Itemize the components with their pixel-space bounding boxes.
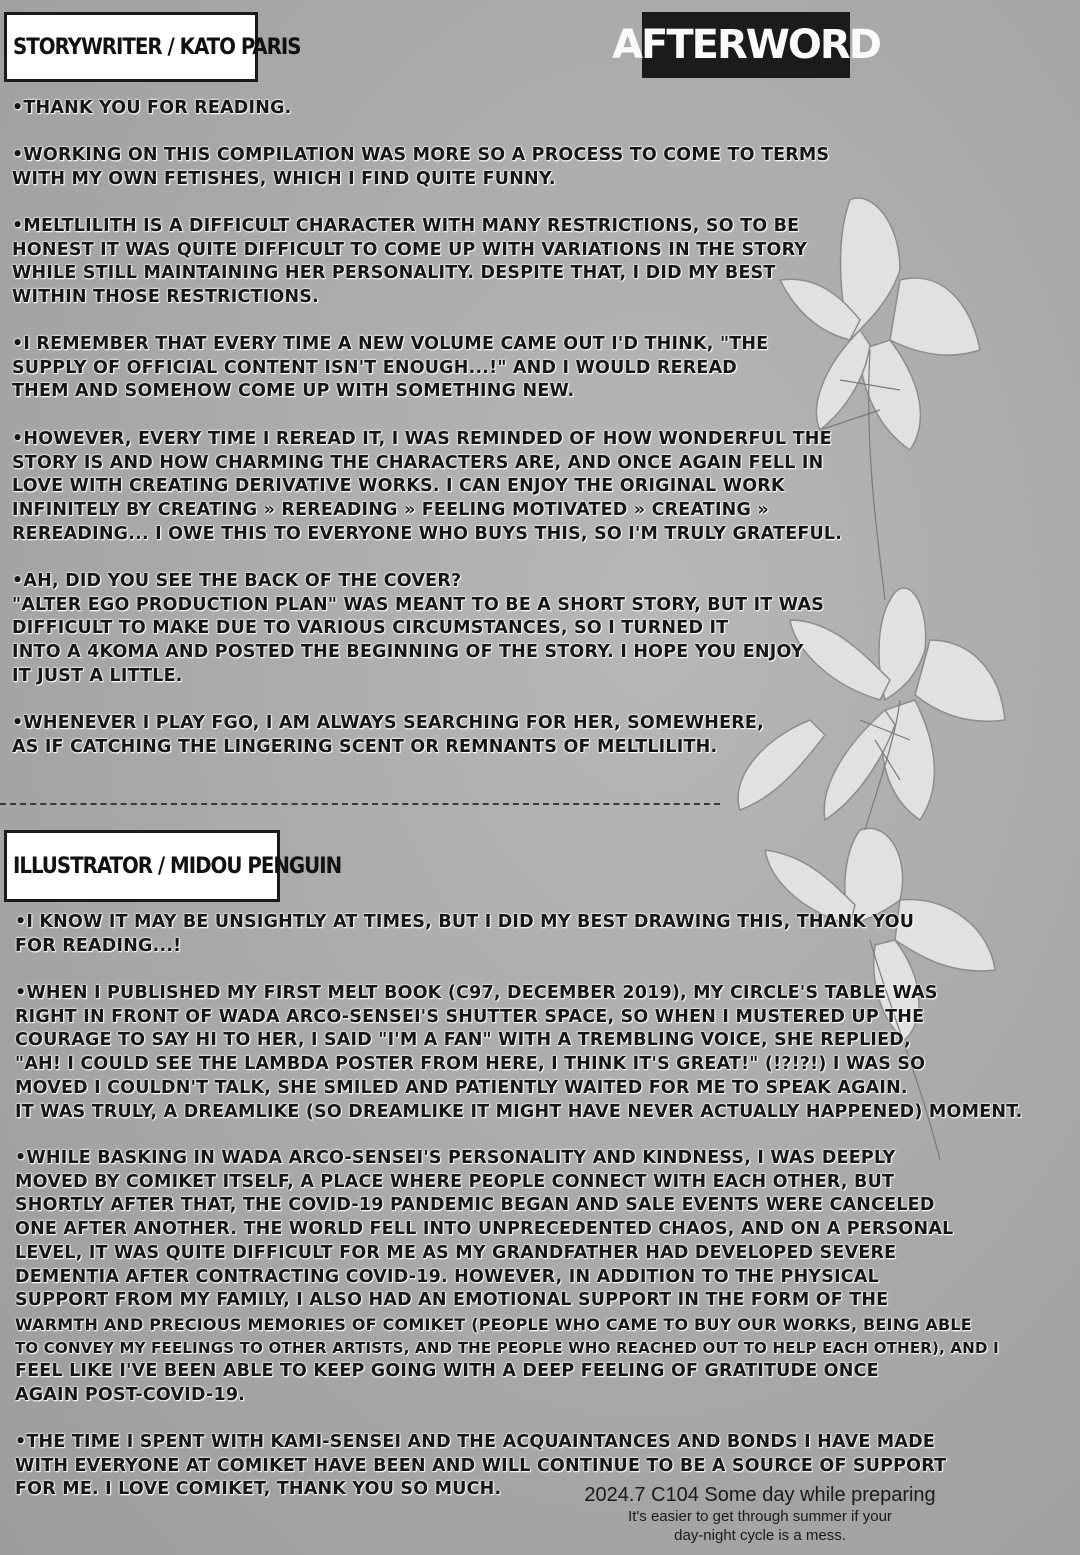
text-line: TO CONVEY MY FEELINGS TO OTHER ARTISTS, AND THE PEOPLE WHO REACHED OUT TO HELP EACH OTHER), AND I: [15, 1338, 999, 1357]
text-line: MOVED BY COMIKET ITSELF, A PLACE WHERE PEOPLE CONNECT WITH EACH OTHER, BUT: [15, 1171, 895, 1192]
text-line: •THE TIME I SPENT WITH KAMI-SENSEI AND THE ACQUAINTANCES AND BONDS I HAVE MADE: [15, 1432, 936, 1452]
illustrator-label: [4, 830, 342, 902]
text-line: •WHEN I PUBLISHED MY FIRST MELT BOOK (C97, DECEMBER 2019), MY CIRCLE'S TABLE WAS: [15, 983, 938, 1003]
text-line: •AH, DID YOU SEE THE BACK OF THE COVER?: [12, 571, 462, 591]
storywriter-paragraph-1: [12, 97, 292, 121]
illustrator-paragraph-3: [15, 1147, 999, 1408]
text-line: INFINITELY BY CREATING » REREADING » FEELING MOTIVATED » CREATING »: [12, 500, 769, 521]
signoff: [560, 1484, 960, 1545]
text-line: "AH! I COULD SEE THE LAMBDA POSTER FROM HERE, I THINK IT'S GREAT!" (!?!?!) I WAS SO: [15, 1054, 926, 1075]
text-line: WARMTH AND PRECIOUS MEMORIES OF COMIKET (PEOPLE WHO CAME TO BUY OUR WORKS, BEING ABLE: [15, 1314, 972, 1334]
text-line: FOR ME. I LOVE COMIKET, THANK YOU SO MUCH.: [15, 1479, 502, 1500]
text-line: •I KNOW IT MAY BE UNSIGHTLY AT TIMES, BUT I DID MY BEST DRAWING THIS, THANK YOU: [15, 912, 915, 932]
text-line: REREADING... I OWE THIS TO EVERYONE WHO BUYS THIS, SO I'M TRULY GRATEFUL.: [12, 523, 843, 544]
text-line: SUPPLY OF OFFICIAL CONTENT ISN'T ENOUGH...!" AND I WOULD REREAD: [12, 357, 738, 378]
text-line: •WORKING ON THIS COMPILATION WAS MORE SO A PROCESS TO COME TO TERMS: [12, 145, 830, 165]
text-line: •WHENEVER I PLAY FGO, I AM ALWAYS SEARCHING FOR HER, SOMEWHERE,: [12, 713, 764, 733]
text-line: MOVED I COULDN'T TALK, SHE SMILED AND PATIENTLY WAITED FOR ME TO SPEAK AGAIN.: [15, 1077, 908, 1098]
storywriter-paragraph-3: [12, 215, 807, 310]
text-line: WITHIN THOSE RESTRICTIONS.: [12, 287, 319, 308]
text-line: WITH EVERYONE AT COMIKET HAVE BEEN AND WILL CONTINUE TO BE A SOURCE OF SUPPORT: [15, 1455, 947, 1476]
text-line: RIGHT IN FRONT OF WADA ARCO-SENSEI'S SHUTTER SPACE, SO WHEN I MUSTERED UP THE: [15, 1006, 925, 1027]
storywriter-paragraph-7: [12, 712, 764, 759]
text-line: COURAGE TO SAY HI TO HER, I SAID "I'M A FAN" WITH A TREMBLING VOICE, SHE REPLIED,: [15, 1030, 911, 1051]
text-line: DIFFICULT TO MAKE DUE TO VARIOUS CIRCUMSTANCES, SO I TURNED IT: [12, 618, 729, 639]
text-line: •THANK YOU FOR READING.: [12, 98, 292, 118]
text-line: SHORTLY AFTER THAT, THE COVID-19 PANDEMIC BEGAN AND SALE EVENTS WERE CANCELED: [15, 1195, 935, 1216]
storywriter-paragraph-6: [12, 570, 824, 689]
text-line: HONEST IT WAS QUITE DIFFICULT TO COME UP WITH VARIATIONS IN THE STORY: [12, 239, 808, 260]
storywriter-paragraph-2: [12, 144, 829, 191]
signoff-note-line-1: It's easier to get through summer if your: [628, 1508, 892, 1525]
text-line: LOVE WITH CREATING DERIVATIVE WORKS. I CAN ENJOY THE ORIGINAL WORK: [12, 476, 785, 497]
text-line: LEVEL, IT WAS QUITE DIFFICULT FOR ME AS MY GRANDFATHER HAD DEVELOPED SEVERE: [15, 1242, 897, 1263]
text-line: AGAIN POST-COVID-19.: [15, 1385, 246, 1406]
text-line: IT WAS TRULY, A DREAMLIKE (SO DREAMLIKE IT MIGHT HAVE NEVER ACTUALLY HAPPENED) MOMENT.: [15, 1101, 1023, 1122]
text-line: WHILE STILL MAINTAINING HER PERSONALITY. DESPITE THAT, I DID MY BEST: [12, 263, 776, 284]
storywriter-label-text: STORYWRITER / KATO PARIS: [13, 34, 301, 60]
section-divider: [0, 803, 720, 805]
text-line: •MELTLILITH IS A DIFFICULT CHARACTER WITH MANY RESTRICTIONS, SO TO BE: [12, 216, 800, 236]
storywriter-paragraph-5: [12, 428, 842, 547]
text-line: INTO A 4KOMA AND POSTED THE BEGINNING OF THE STORY. I HOPE YOU ENJOY: [12, 642, 804, 663]
illustrator-paragraph-1: [15, 911, 914, 958]
page-title-text: AFTERWORD: [612, 22, 880, 68]
text-line: FEEL LIKE I'VE BEEN ABLE TO KEEP GOING WITH A DEEP FEELING OF GRATITUDE ONCE: [15, 1361, 879, 1382]
text-line: STORY IS AND HOW CHARMING THE CHARACTERS ARE, AND ONCE AGAIN FELL IN: [12, 452, 824, 473]
text-line: •I REMEMBER THAT EVERY TIME A NEW VOLUME CAME OUT I'D THINK, "THE: [12, 334, 769, 354]
text-line: THEM AND SOMEHOW COME UP WITH SOMETHING NEW.: [12, 381, 575, 402]
storywriter-paragraph-4: [12, 333, 768, 404]
illustrator-label-text: ILLUSTRATOR / MIDOU PENGUIN: [13, 853, 342, 879]
storywriter-label: [4, 12, 301, 82]
page-title: [612, 12, 880, 78]
text-line: SUPPORT FROM MY FAMILY, I ALSO HAD AN EMOTIONAL SUPPORT IN THE FORM OF THE: [15, 1290, 889, 1311]
text-line: WITH MY OWN FETISHES, WHICH I FIND QUITE FUNNY.: [12, 168, 556, 189]
signoff-date: 2024.7 C104 Some day while preparing: [584, 1484, 936, 1506]
text-line: IT JUST A LITTLE.: [12, 665, 183, 686]
signoff-note-line-2: day-night cycle is a mess.: [674, 1527, 846, 1544]
text-line: •WHILE BASKING IN WADA ARCO-SENSEI'S PERSONALITY AND KINDNESS, I WAS DEEPLY: [15, 1148, 896, 1168]
text-line: AS IF CATCHING THE LINGERING SCENT OR REMNANTS OF MELTLILITH.: [12, 736, 718, 757]
illustrator-paragraph-2: [15, 982, 1023, 1124]
text-line: •HOWEVER, EVERY TIME I REREAD IT, I WAS REMINDED OF HOW WONDERFUL THE: [12, 429, 832, 449]
text-line: FOR READING...!: [15, 935, 182, 956]
text-line: ONE AFTER ANOTHER. THE WORLD FELL INTO UNPRECEDENTED CHAOS, AND ON A PERSONAL: [15, 1219, 954, 1240]
text-line: DEMENTIA AFTER CONTRACTING COVID-19. HOWEVER, IN ADDITION TO THE PHYSICAL: [15, 1266, 879, 1287]
text-line: "ALTER EGO PRODUCTION PLAN" WAS MEANT TO BE A SHORT STORY, BUT IT WAS: [12, 594, 825, 615]
